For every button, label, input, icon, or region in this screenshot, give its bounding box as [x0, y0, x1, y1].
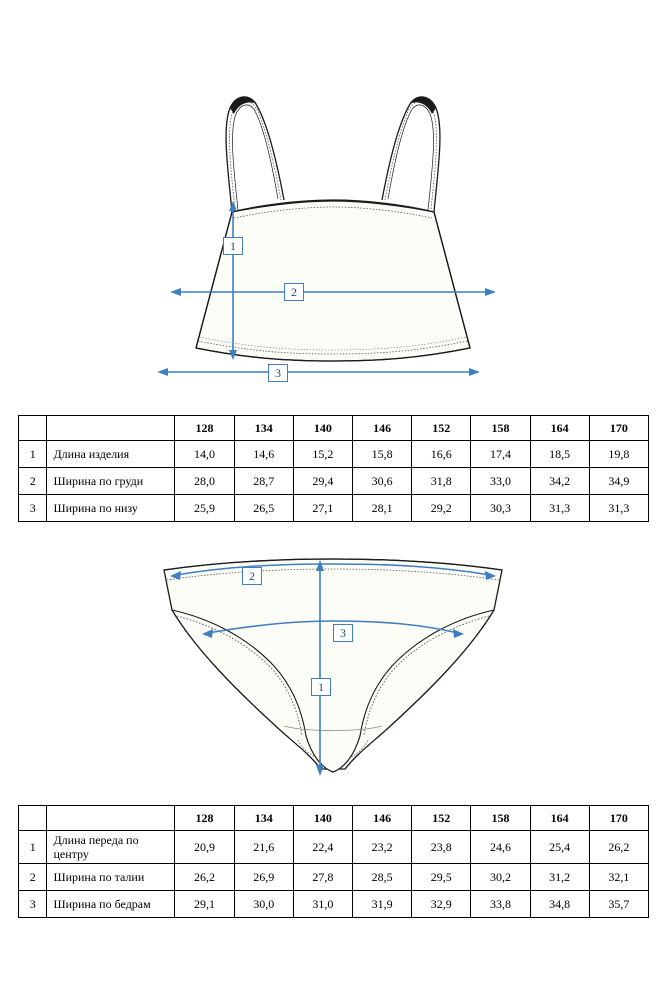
cell-value: 31,8: [412, 468, 471, 495]
header-size-170: 170: [589, 806, 648, 831]
cell-value: 27,1: [293, 495, 352, 522]
header-size-164: 164: [530, 806, 589, 831]
cell-value: 15,8: [352, 441, 411, 468]
header-name-cell: [47, 416, 175, 441]
header-size-152: 152: [412, 806, 471, 831]
cell-value: 24,6: [471, 831, 530, 864]
bra-callout-3: 3: [268, 364, 288, 382]
header-size-134: 134: [234, 416, 293, 441]
cell-value: 26,5: [234, 495, 293, 522]
cell-value: 33,8: [471, 891, 530, 918]
row-label: Ширина по груди: [47, 468, 175, 495]
cell-value: 20,9: [175, 831, 234, 864]
briefs-figure: [0, 540, 667, 790]
table-row: [19, 495, 649, 522]
cell-value: 15,2: [293, 441, 352, 468]
cell-value: 26,9: [234, 864, 293, 891]
cell-value: 30,2: [471, 864, 530, 891]
cell-value: 30,3: [471, 495, 530, 522]
bra-size-table: [18, 415, 649, 522]
header-size-128: 128: [175, 416, 234, 441]
header-index-cell: [19, 416, 47, 441]
row-label: Длина переда по центру: [47, 831, 175, 864]
row-index: 3: [19, 495, 47, 522]
briefs-callout-1: 1: [311, 678, 331, 696]
cell-value: 28,0: [175, 468, 234, 495]
cell-value: 32,1: [589, 864, 648, 891]
cell-value: 29,5: [412, 864, 471, 891]
briefs-callout-2: 2: [242, 567, 262, 585]
row-index: 2: [19, 864, 47, 891]
cell-value: 30,0: [234, 891, 293, 918]
header-name-cell: [47, 806, 175, 831]
cell-value: 28,1: [352, 495, 411, 522]
table-header-row: [19, 806, 649, 831]
cell-value: 22,4: [293, 831, 352, 864]
cell-value: 29,2: [412, 495, 471, 522]
cell-value: 23,2: [352, 831, 411, 864]
table-row: [19, 891, 649, 918]
row-label: Ширина по низу: [47, 495, 175, 522]
bra-drawing: [0, 0, 667, 400]
header-size-146: 146: [352, 416, 411, 441]
row-index: 2: [19, 468, 47, 495]
table-row: [19, 441, 649, 468]
row-label: Ширина по талии: [47, 864, 175, 891]
cell-value: 18,5: [530, 441, 589, 468]
header-size-158: 158: [471, 806, 530, 831]
cell-value: 33,0: [471, 468, 530, 495]
row-index: 1: [19, 831, 47, 864]
row-label: Длина изделия: [47, 441, 175, 468]
cell-value: 31,3: [589, 495, 648, 522]
cell-value: 26,2: [175, 864, 234, 891]
cell-value: 29,1: [175, 891, 234, 918]
briefs-drawing: [0, 540, 667, 790]
header-size-140: 140: [293, 416, 352, 441]
header-index-cell: [19, 806, 47, 831]
cell-value: 23,8: [412, 831, 471, 864]
cell-value: 29,4: [293, 468, 352, 495]
cell-value: 25,4: [530, 831, 589, 864]
bra-size-table-wrap: [18, 415, 649, 522]
cell-value: 21,6: [234, 831, 293, 864]
cell-value: 35,7: [589, 891, 648, 918]
header-size-158: 158: [471, 416, 530, 441]
cell-value: 14,0: [175, 441, 234, 468]
header-size-170: 170: [589, 416, 648, 441]
header-size-140: 140: [293, 806, 352, 831]
row-label: Ширина по бедрам: [47, 891, 175, 918]
cell-value: 34,8: [530, 891, 589, 918]
cell-value: 25,9: [175, 495, 234, 522]
cell-value: 31,9: [352, 891, 411, 918]
cell-value: 17,4: [471, 441, 530, 468]
row-index: 3: [19, 891, 47, 918]
bra-figure: [0, 0, 667, 400]
cell-value: 14,6: [234, 441, 293, 468]
header-size-134: 134: [234, 806, 293, 831]
header-size-152: 152: [412, 416, 471, 441]
cell-value: 31,0: [293, 891, 352, 918]
header-size-164: 164: [530, 416, 589, 441]
table-row: [19, 831, 649, 864]
cell-value: 28,5: [352, 864, 411, 891]
cell-value: 34,9: [589, 468, 648, 495]
cell-value: 27,8: [293, 864, 352, 891]
row-index: 1: [19, 441, 47, 468]
cell-value: 31,3: [530, 495, 589, 522]
cell-value: 31,2: [530, 864, 589, 891]
cell-value: 30,6: [352, 468, 411, 495]
cell-value: 16,6: [412, 441, 471, 468]
cell-value: 19,8: [589, 441, 648, 468]
table-header-row: [19, 416, 649, 441]
header-size-146: 146: [352, 806, 411, 831]
cell-value: 28,7: [234, 468, 293, 495]
table-row: [19, 864, 649, 891]
cell-value: 26,2: [589, 831, 648, 864]
cell-value: 32,9: [412, 891, 471, 918]
briefs-size-table-wrap: [18, 805, 649, 918]
briefs-callout-3: 3: [333, 624, 353, 642]
table-row: [19, 468, 649, 495]
bra-callout-1: 1: [223, 237, 243, 255]
header-size-128: 128: [175, 806, 234, 831]
cell-value: 34,2: [530, 468, 589, 495]
bra-callout-2: 2: [284, 283, 304, 301]
briefs-size-table: [18, 805, 649, 918]
